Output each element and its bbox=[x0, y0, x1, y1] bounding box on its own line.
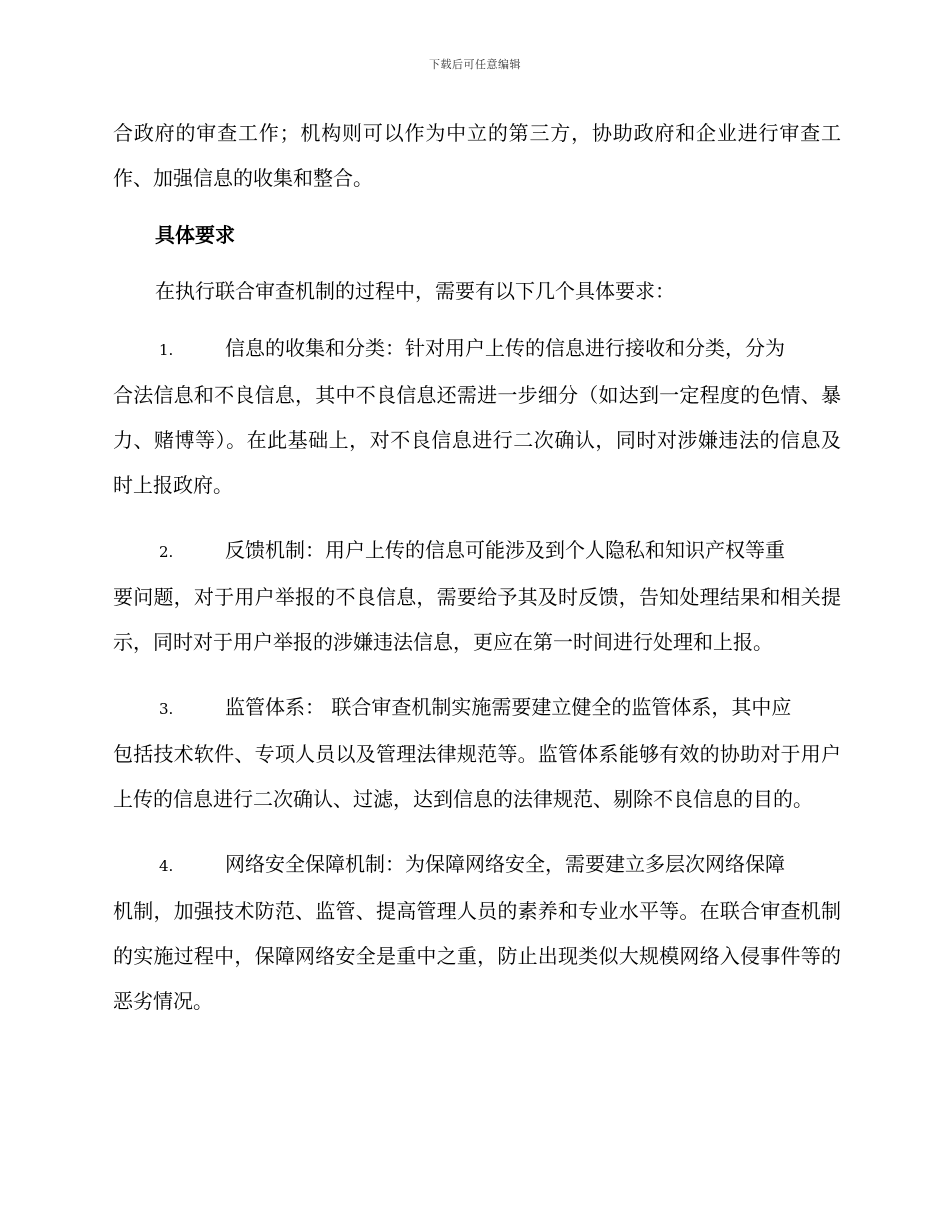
list-item-body: 机制，加强技术防范、监管、提高管理人员的素养和专业水平等。在联合审查机制的实施过程中，保障网络安全是重中之重，防止出现类似大规模网络入侵事件等的恶劣情况。 bbox=[113, 899, 841, 1013]
list-item-first-line bbox=[113, 685, 841, 732]
page-header: 下载后可任意编辑 bbox=[429, 58, 521, 71]
list-item-number: 4. bbox=[159, 857, 174, 875]
list-item-2 bbox=[113, 528, 841, 665]
list-item-lead-text: 网络安全保障机制：为保障网络安全，需要建立多层次网络保障 bbox=[225, 852, 785, 876]
list-item-lead-text: 信息的收集和分类：针对用户上传的信息进行接收和分类，分为 bbox=[225, 336, 785, 360]
list-item-3 bbox=[113, 685, 841, 822]
list-item-number: 2. bbox=[159, 543, 174, 561]
list-item-body: 要问题，对于用户举报的不良信息，需要给予其及时反馈，告知处理结果和相关提示，同时对于用户举报的涉嫌违法信息，更应在第一时间进行处理和上报。 bbox=[113, 585, 841, 654]
list-item-lead-text: 反馈机制：用户上传的信息可能涉及到个人隐私和知识产权等重 bbox=[225, 538, 785, 562]
list-item-4 bbox=[113, 842, 841, 1024]
intro-paragraph: 在执行联合审查机制的过程中，需要有以下几个具体要求： bbox=[155, 279, 675, 303]
list-item-body: 包括技术软件、专项人员以及管理法律规范等。监管体系能够有效的协助对于用户上传的信息进行二次确认、过滤，达到信息的法律规范、剔除不良信息的目的。 bbox=[113, 742, 841, 811]
opening-paragraph: 合政府的审查工作；机构则可以作为中立的第三方，协助政府和企业进行审查工作、加强信息的收集和整合。 bbox=[113, 121, 841, 190]
list-item-first-line bbox=[113, 326, 841, 373]
list-item-first-line bbox=[113, 528, 841, 575]
list-item-number: 3. bbox=[159, 700, 174, 718]
list-item-number: 1. bbox=[159, 341, 174, 359]
document-body bbox=[113, 111, 841, 1044]
list-item-1 bbox=[113, 326, 841, 508]
list-item-body: 合法信息和不良信息，其中不良信息还需进一步细分（如达到一定程度的色情、暴力、赌博等）。在此基础上，对不良信息进行二次确认，同时对涉嫌违法的信息及时上报政府。 bbox=[113, 383, 841, 497]
list-item-lead-text: 监管体系： 联合审查机制实施需要建立健全的监管体系，其中应 bbox=[225, 695, 792, 719]
section-heading: 具体要求 bbox=[155, 223, 235, 247]
list-item-first-line bbox=[113, 842, 841, 889]
